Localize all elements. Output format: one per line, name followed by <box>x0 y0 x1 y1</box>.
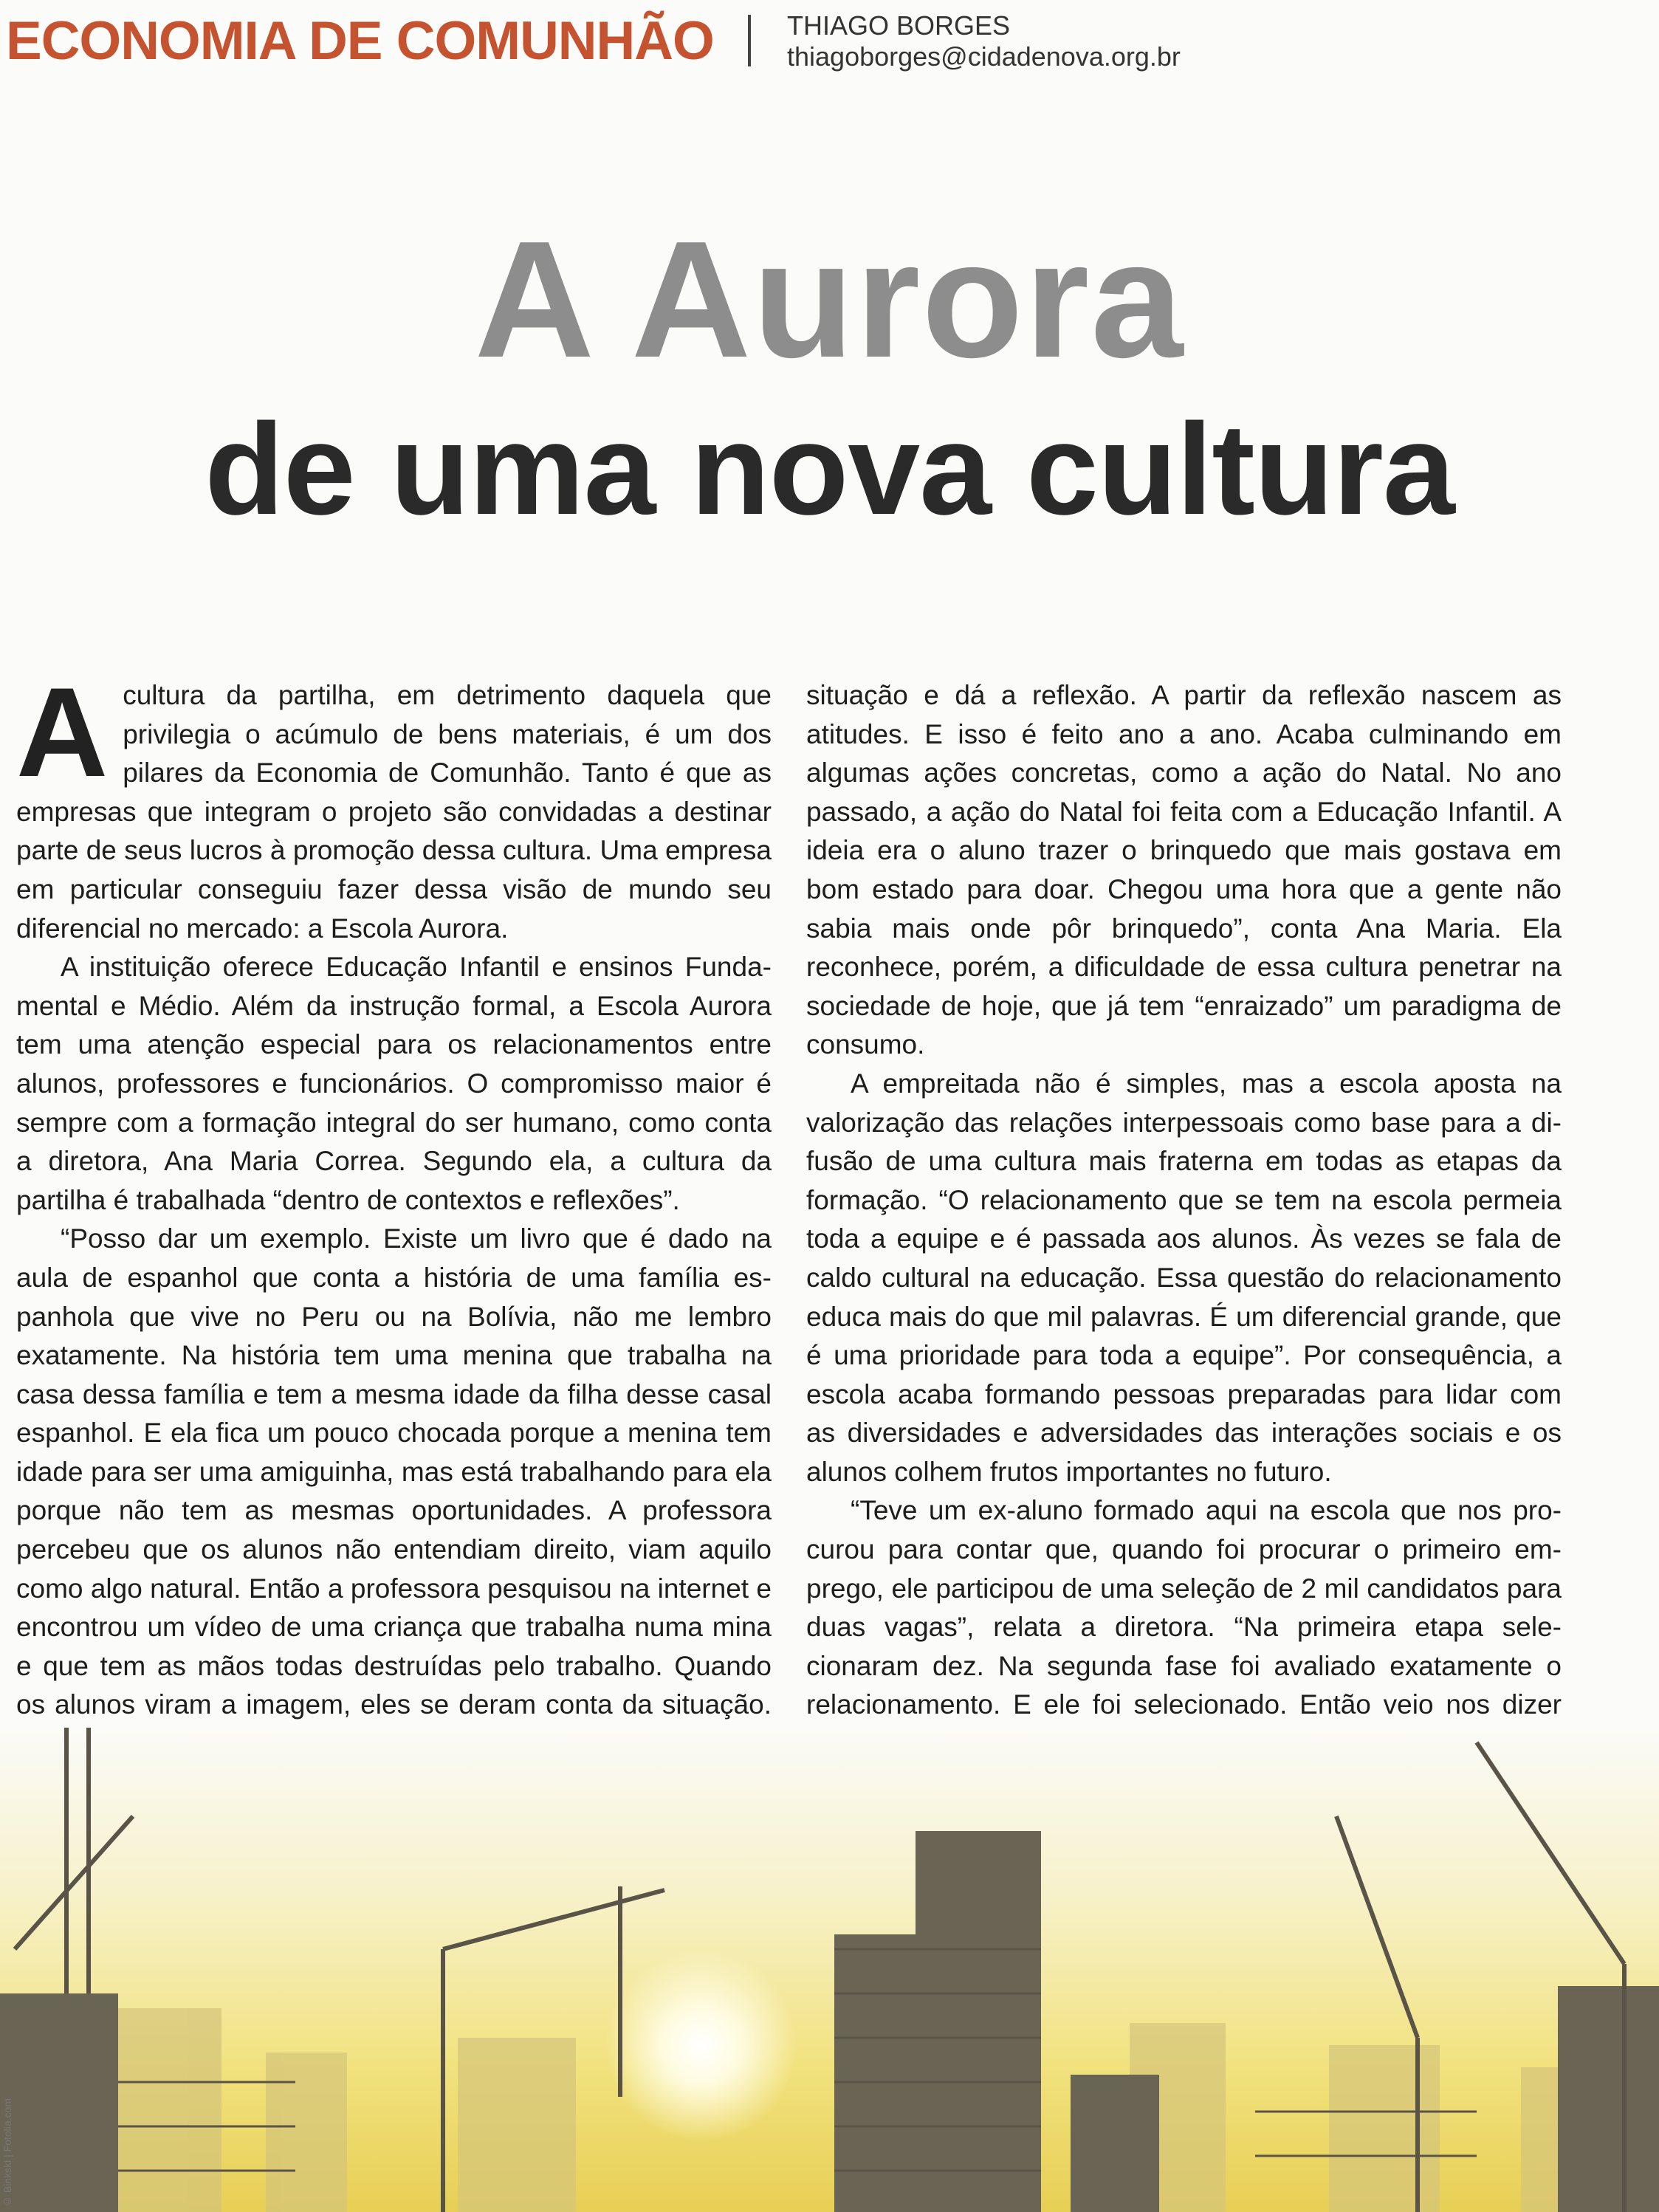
author-email: thiagoborges@cidadenova.org.br <box>787 41 1181 72</box>
section-title: ECONOMIA DE COMUNHÃO <box>6 11 714 71</box>
article-paragraph: situação e dá a reflexão. A partir da reflexão nascem as atitudes. E isso é feito ano a ano. Acaba culminando em algumas ações concretas, como a ação do Natal. No ano passado, a ação do Natal foi feita com a Educação Infantil. A ideia era o aluno trazer o brinquedo que mais gostava em bom estado para doar. Chegou uma hora que a gente não sabia mais onde pôr brinquedo”, conta Ana Maria. Ela reconhece, porém, a dificuldade de essa cultura penetrar na sociedade de hoje, que já tem “enraizado” um paradigma de consumo. <box>806 680 1562 1060</box>
author-block <box>787 10 1181 72</box>
header-divider <box>748 15 751 66</box>
paragraph-text: “Teve um ex-aluno formado aqui na escola que nos procurou para contar que, quando foi procurar o primeiro emprego, ele participou de uma seleção de 2 mil candidatos para duas vagas”, relata a diretora. “Na primeira etapa selecionaram dez. Na segunda fase foi avaliado exatamente o relacionamento. E ele foi selecionado. Então veio nos dizer <box>806 1495 1562 1720</box>
article-column-left <box>16 662 772 1764</box>
paragraph-text: cultura da partilha, em detrimento daquela que privilegia o acúmulo de bens materiais, é um dos pilares da Economia de Comunhão. Tanto é que as empresas que integram o projeto são convidadas a destinar parte de seus lucros à promoção dessa cultura. Uma empresa em particular conseguiu fazer dessa visão de mundo seu diferencial no mercado: a Escola Aurora. <box>16 680 772 944</box>
construction-city-skyline-illustration <box>0 1728 1659 2212</box>
article-paragraph <box>16 662 772 948</box>
article-paragraph: “Posso dar um exemplo. Existe um livro que é dado na aula de espanhol que conta a história de uma família espanhola que vive no Peru ou na Bolívia, não me lembro exatamente. Na história tem uma menina que trabalha na casa dessa família e tem a mesma idade da filha desse casal espanhol. E ela fica um pouco chocada porque a menina tem idade para ser uma amiguinha, mas está trabalhando para ela porque não tem as mesmas oportunidades. A professora percebeu que os alunos não entendiam direito, viam aquilo como algo natural. Então a professora pesquisou na internet e encontrou um vídeo de uma criança que trabalha numa mina e que tem as mãos todas destruídas pelo trabalho. Quando os alunos viram a imagem, eles se deram conta da situação. <box>16 1223 772 1720</box>
image-credit: © Binkski | Fotolia.com <box>1 2098 13 2208</box>
headline-line-1: A Aurora <box>474 206 1185 392</box>
drop-cap: A <box>16 662 109 803</box>
article-paragraph <box>806 1491 1562 1763</box>
article-column-right <box>806 676 1562 1764</box>
headline-line-2: de uma nova cultura <box>205 397 1454 542</box>
article-paragraph: A empreitada não é simples, mas a escola aposta na valorização das relações interpessoais como base para a difusão de uma cultura mais fraterna em todas as etapas da formação. “O relacionamento que se tem na escola permeia toda a equipe e é passada aos alunos. Às vezes se fala de caldo cultural na educação. Essa questão do relacionamento educa mais do que mil palavras. É um diferencial grande, que é uma prioridade para toda a equipe”. Por consequência, a escola acaba formando pessoas preparadas para lidar com as diversidades e adversidades das interações sociais e os alunos colhem frutos importantes no futuro. <box>806 1068 1562 1487</box>
article-paragraph: A instituição oferece Educação Infantil e ensinos Fundamental e Médio. Além da instrução formal, a Escola Aurora tem uma atenção especial para os relacionamentos entre alunos, professores e funcionários. O compromisso maior é sempre com a formação integral do ser humano, como conta a diretora, Ana Maria Correa. Segundo ela, a cultura da partilha é trabalhada “dentro de contextos e reflexões”. <box>16 952 772 1215</box>
author-name: THIAGO BORGES <box>787 10 1011 41</box>
